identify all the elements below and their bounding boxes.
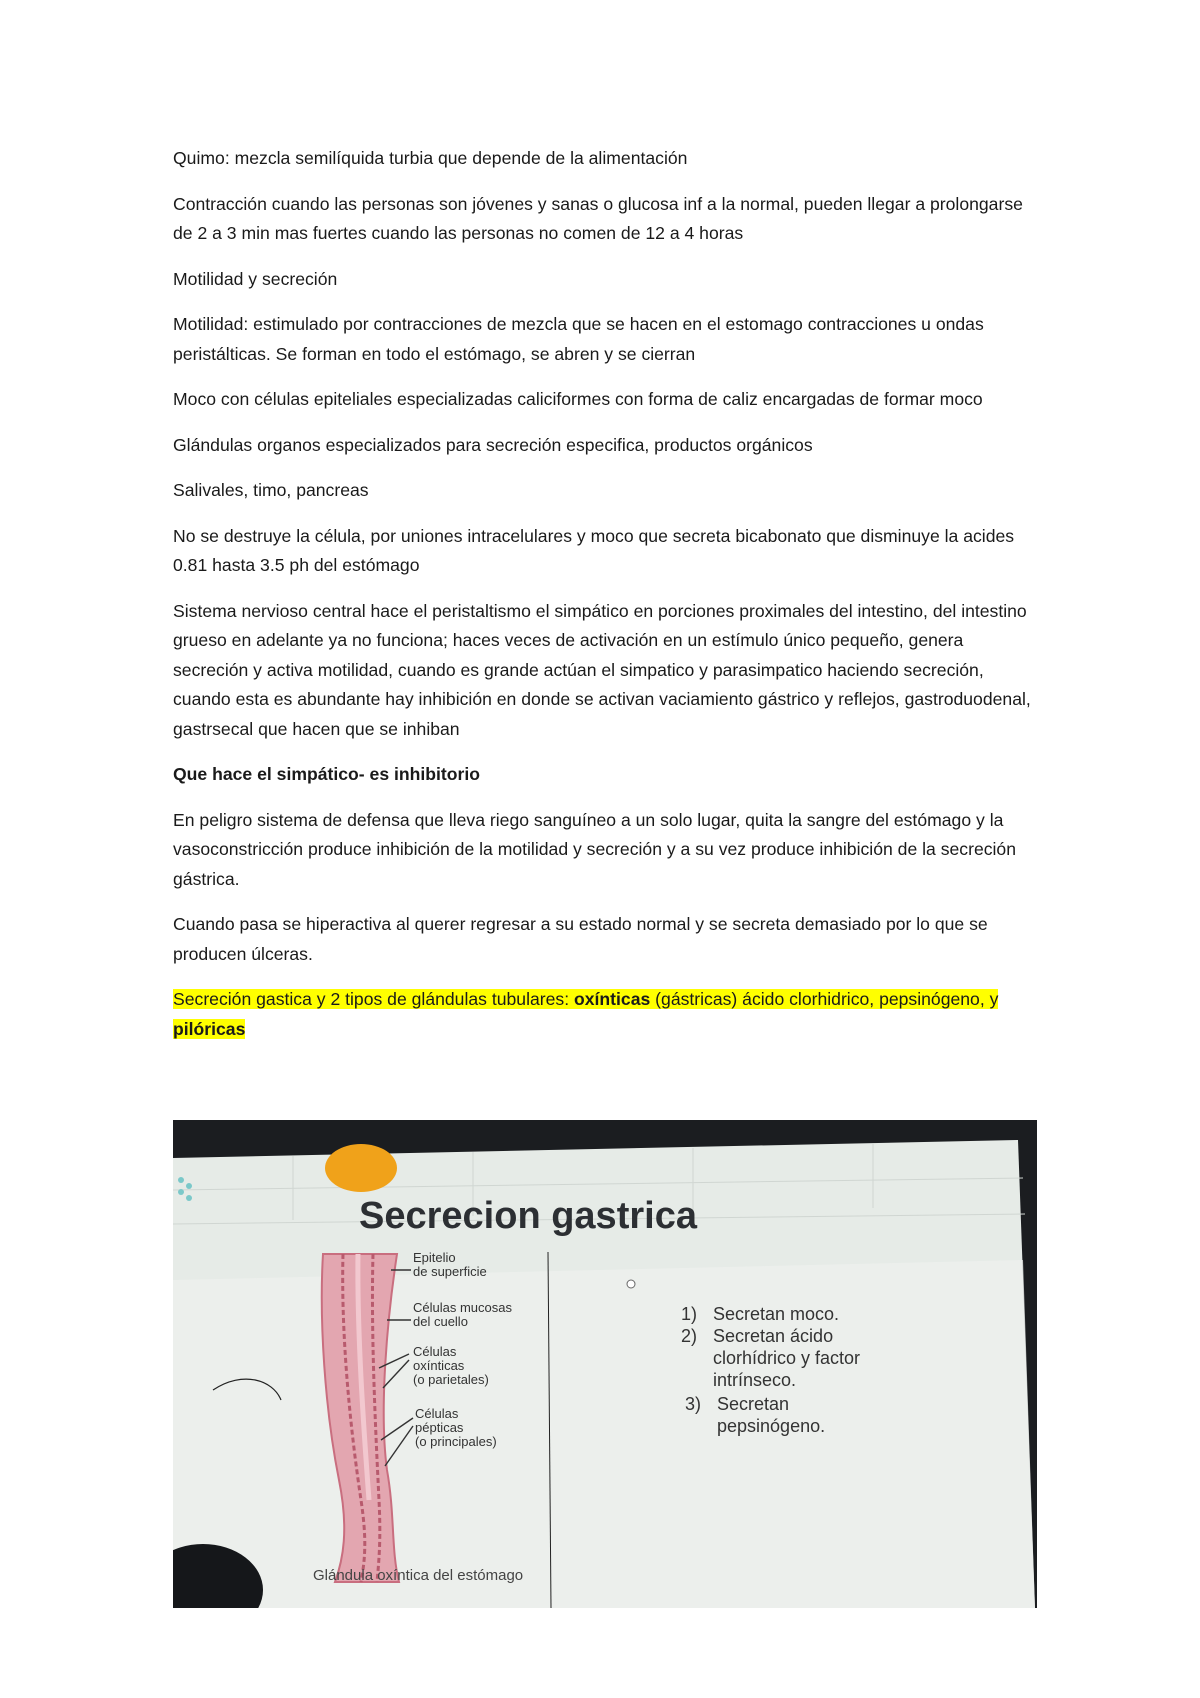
marker-dot bbox=[627, 1280, 635, 1288]
slide-title: Secrecion gastrica bbox=[359, 1195, 697, 1237]
label-epitelio: Epitelio bbox=[413, 1250, 456, 1265]
list-item-2-line-2: clorhídrico y factor bbox=[713, 1348, 861, 1368]
list-item-3-line-1: Secretan bbox=[717, 1394, 790, 1414]
list-item-2-line-1: Secretan ácido bbox=[713, 1326, 834, 1346]
list-num-2: 2) bbox=[681, 1326, 698, 1346]
paragraph-ulceras: Cuando pasa se hiperactiva al querer regresar a su estado normal y se secreta demasiado por lo que se producen úlceras. bbox=[173, 914, 988, 964]
label-mucosas: Células mucosas bbox=[413, 1300, 512, 1315]
label-pepticas: Células bbox=[415, 1406, 459, 1421]
slide-photo bbox=[173, 1120, 1037, 1608]
slide-panel bbox=[173, 1260, 1035, 1608]
paragraph-quimo: Quimo: mezcla semilíquida turbia que depende de la alimentación bbox=[173, 148, 688, 168]
paragraph-motilidad: Motilidad: estimulado por contracciones de mezcla que se hacen en el estomago contracciones u ondas peristálticas. Se forman en todo el estómago, se abren y se cierran bbox=[173, 314, 984, 364]
paragraph-contraccion: Contracción cuando las personas son jóvenes y sanas o glucosa inf a la normal, pueden llegar a prolongarse de 2 a 3 min mas fuertes cuando las personas no comen de 12 a 4 horas bbox=[173, 193, 1023, 243]
label-oxinticas: Células bbox=[413, 1344, 457, 1359]
list-num-3: 3) bbox=[685, 1394, 702, 1414]
highlight-text-2: (gástricas) ácido clorhidrico, pepsinógeno, y bbox=[650, 989, 999, 1009]
label-mucosas-2: del cuello bbox=[413, 1314, 468, 1329]
label-oxinticas-3: (o parietales) bbox=[413, 1372, 489, 1387]
paragraph-sistema-nervioso: Sistema nervioso central hace el peristaltismo el simpático en porciones proximales del intestino, del intestino grueso en adelante ya no funciona; haces veces de activación en un estímulo único pequeño, genera secreción y activa motilidad, cuando es grande actúan el simpatico y parasimpatico haciendo secreción, cuando esta es abundante hay inhibición en donde se activan vaciamiento gástrico y reflejos, gastroduodenal, gastrsecal que hacen que se inhiban bbox=[173, 600, 1031, 739]
list-item-3-line-2: pepsinógeno. bbox=[717, 1416, 826, 1436]
paragraph-moco: Moco con células epiteliales especializadas caliciformes con forma de caliz encargadas de formar moco bbox=[173, 389, 983, 409]
label-epitelio-2: de superficie bbox=[413, 1264, 487, 1279]
label-oxinticas-2: oxínticas bbox=[413, 1358, 465, 1373]
list-num-1: 1) bbox=[681, 1304, 698, 1324]
highlight-text-oxinticas: oxínticas bbox=[574, 989, 651, 1009]
decor-orange-blob bbox=[325, 1144, 397, 1192]
document-body bbox=[173, 144, 1043, 1060]
paragraph-motilidad-secrecion: Motilidad y secreción bbox=[173, 268, 338, 289]
highlight-text-1: Secreción gastica y 2 tipos de glándulas tubulares: bbox=[173, 989, 574, 1009]
list-item-2-line-3: intrínseco. bbox=[713, 1370, 797, 1390]
paragraph-glandulas: Glándulas organos especializados para secreción especifica, productos orgánicos bbox=[173, 434, 813, 455]
label-pepticas-3: (o principales) bbox=[415, 1434, 497, 1449]
highlighted-paragraph bbox=[173, 985, 1043, 1044]
heading-simpatico: Que hace el simpático- es inhibitorio bbox=[173, 764, 480, 784]
paragraph-salivales: Salivales, timo, pancreas bbox=[173, 480, 369, 500]
paragraph-peligro: En peligro sistema de defensa que lleva riego sanguíneo a un solo lugar, quita la sangre del estómago y la vasoconstricción produce inhibición de la motilidad y secreción y a su vez produce inhibición de la secreción gástrica. bbox=[173, 809, 1017, 889]
label-pepticas-2: pépticas bbox=[415, 1420, 464, 1435]
slide-caption: Glándula oxíntica del estómago bbox=[313, 1567, 524, 1584]
paragraph-celula: No se destruye la célula, por uniones intracelulares y moco que secreta bicabonato que disminuye la acides 0.81 hasta 3.5 ph del estómago bbox=[173, 525, 1015, 575]
list-item-1-line-1: Secretan moco. bbox=[713, 1304, 840, 1324]
highlight-text-piloricas: pilóricas bbox=[173, 1018, 246, 1039]
